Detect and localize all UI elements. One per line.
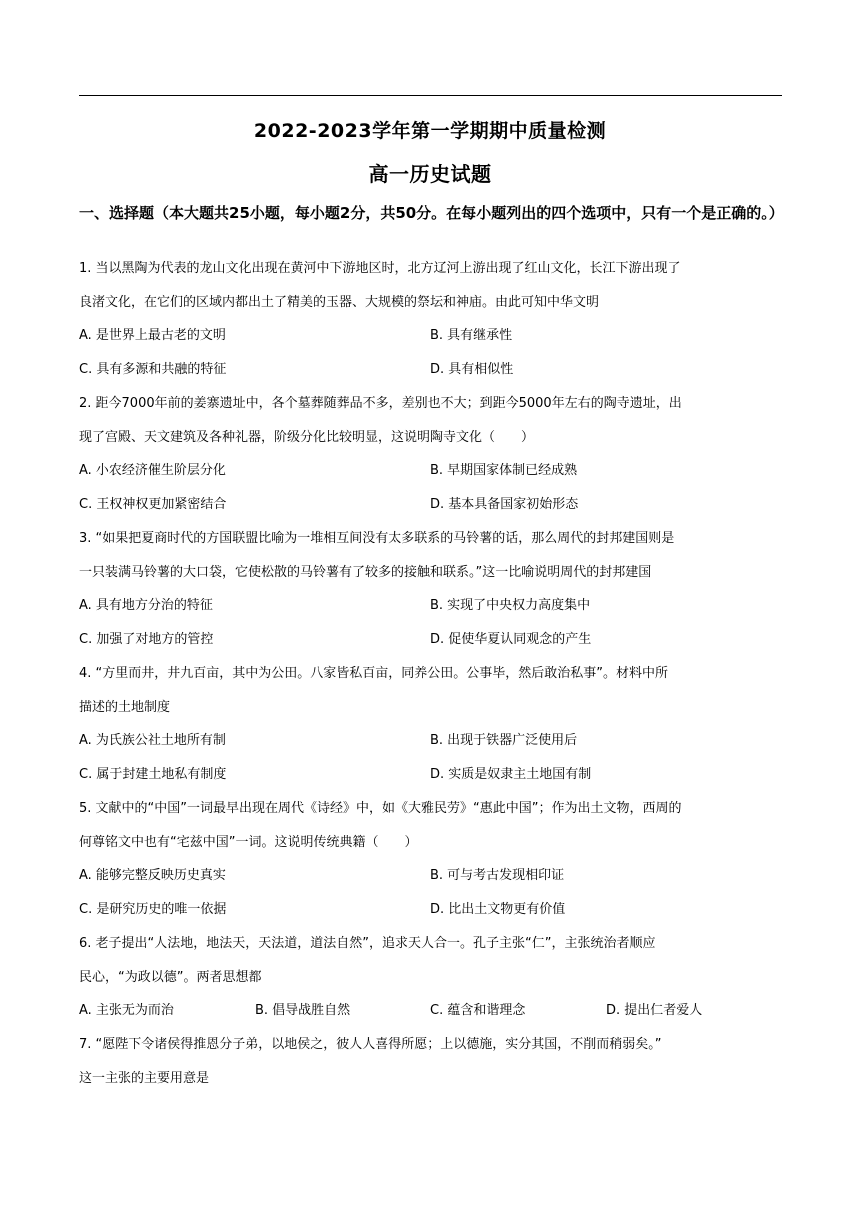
question-1-line-1: 1. 当以黑陶为代表的龙山文化出现在黄河中下游地区时，北方辽河上游出现了红山文化，长江下游出现了 [79, 261, 681, 276]
question-3-option-c[interactable]: C. 加强了对地方的管控 [79, 632, 214, 647]
question-4-line-1: 4. “方里而井，井九百亩，其中为公田。八家皆私百亩，同养公田。公事毕，然后敢治私事”。材料中所 [79, 666, 669, 681]
question-3-line-1: 3. “如果把夏商时代的方国联盟比喻为一堆相互间没有太多联系的马铃薯的话，那么周代的封邦建国则是 [79, 531, 675, 546]
question-2-option-c[interactable]: C. 王权神权更加紧密结合 [79, 497, 227, 512]
question-3-option-b[interactable]: B. 实现了中央权力高度集中 [430, 598, 591, 613]
question-4-option-d[interactable]: D. 实质是奴隶主土地国有制 [430, 767, 592, 782]
question-2-line-1: 2. 距今7000年前的姜寨遗址中，各个墓葬随葬品不多，差别也不大；到距今5000年左右的陶寺遗址，出 [79, 396, 682, 411]
section-heading: 一、选择题（本大题共25小题，每小题2分，共50分。在每小题列出的四个选项中，只有一个是正确的。） [79, 204, 784, 222]
question-5-line-2: 何尊铭文中也有“宅兹中国”一词。这说明传统典籍（ ） [79, 835, 418, 850]
question-6-option-d[interactable]: D. 提出仁者爱人 [606, 1003, 703, 1018]
question-7-line-1: 7. “愿陛下令诸侯得推恩分子弟，以地侯之，彼人人喜得所愿；上以德施，实分其国，不削而稍弱矣。” [79, 1037, 662, 1052]
question-1-line-2: 良渚文化，在它们的区域内都出土了精美的玉器、大规模的祭坛和神庙。由此可知中华文明 [79, 295, 600, 310]
question-4-line-2: 描述的土地制度 [79, 700, 171, 715]
question-5-option-c[interactable]: C. 是研究历史的唯一依据 [79, 902, 227, 917]
question-5-option-d[interactable]: D. 比出土文物更有价值 [430, 902, 566, 917]
question-1-option-b[interactable]: B. 具有继承性 [430, 328, 513, 343]
question-6-option-c[interactable]: C. 蕴含和谐理念 [430, 1003, 526, 1018]
question-4-option-b[interactable]: B. 出现于铁器广泛使用后 [430, 733, 578, 748]
question-6-option-a[interactable]: A. 主张无为而治 [79, 1003, 174, 1018]
question-5-line-1: 5. 文献中的“中国”一词最早出现在周代《诗经》中，如《大雅民劳》“惠此中国”；作为出土文物，西周的 [79, 801, 682, 816]
question-5-option-a[interactable]: A. 能够完整反映历史真实 [79, 868, 226, 883]
question-2-option-a[interactable]: A. 小农经济催生阶层分化 [79, 463, 226, 478]
question-3-line-2: 一只装满马铃薯的大口袋，它使松散的马铃薯有了较多的接触和联系。”这一比喻说明周代的封邦建国 [79, 565, 652, 580]
question-4-option-c[interactable]: C. 属于封建土地私有制度 [79, 767, 227, 782]
question-1-option-a[interactable]: A. 是世界上最古老的文明 [79, 328, 226, 343]
exam-subtitle: 高一历史试题 [368, 162, 492, 186]
exam-title: 2022-2023学年第一学期期中质量检测 [253, 120, 607, 142]
question-7-line-2: 这一主张的主要用意是 [79, 1071, 210, 1086]
question-2-option-b[interactable]: B. 早期国家体制已经成熟 [430, 463, 578, 478]
question-3-option-a[interactable]: A. 具有地方分治的特征 [79, 598, 213, 613]
question-4-option-a[interactable]: A. 为氏族公社土地所有制 [79, 733, 226, 748]
question-2-line-2: 现了宫殿、天文建筑及各种礼器，阶级分化比较明显，这说明陶寺文化（ ） [79, 430, 535, 445]
question-3-option-d[interactable]: D. 促使华夏认同观念的产生 [430, 632, 592, 647]
question-6-option-b[interactable]: B. 倡导战胜自然 [255, 1003, 351, 1018]
question-2-option-d[interactable]: D. 基本具备国家初始形态 [430, 497, 579, 512]
header-rule [79, 95, 782, 96]
question-1-option-c[interactable]: C. 具有多源和共融的特征 [79, 362, 227, 377]
question-1-option-d[interactable]: D. 具有相似性 [430, 362, 514, 377]
question-6-line-1: 6. 老子提出“人法地，地法天，天法道，道法自然”，追求天人合一。孔子主张“仁”，主张统治者顺应 [79, 936, 656, 951]
question-6-line-2: 民心，“为政以德”。两者思想都 [79, 970, 262, 985]
question-5-option-b[interactable]: B. 可与考古发现相印证 [430, 868, 565, 883]
